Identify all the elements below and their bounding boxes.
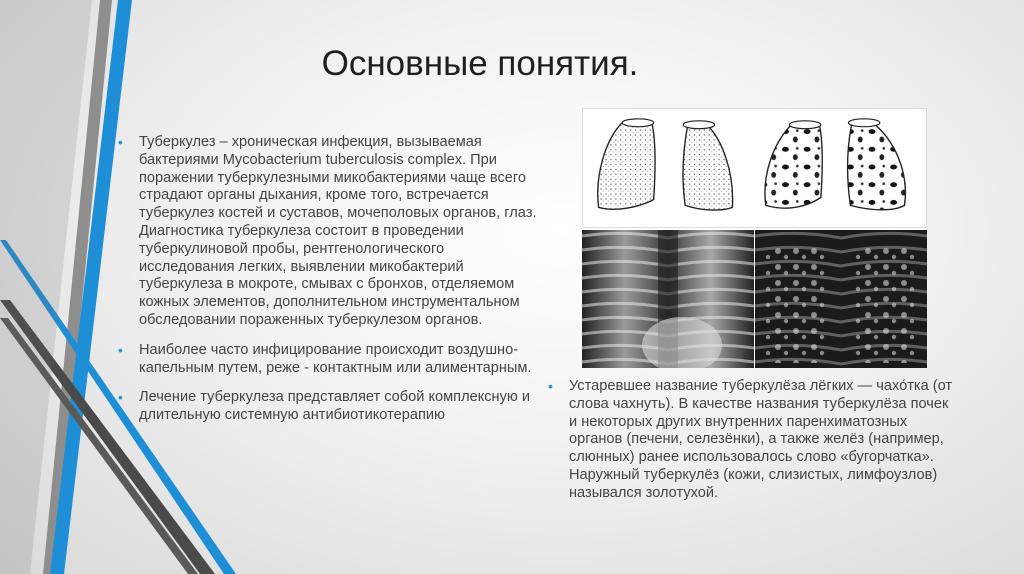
bullet-icon: • xyxy=(118,134,123,150)
right-bullet-list xyxy=(548,378,958,515)
tuberculosis-figure xyxy=(582,108,927,368)
chest-xray-image-a xyxy=(582,230,754,368)
bullet-icon: • xyxy=(118,341,123,358)
left-bullet-list xyxy=(118,134,538,437)
xray-label: a xyxy=(743,350,750,362)
page-title: Основные понятия. xyxy=(321,44,639,83)
chest-xray-image-b xyxy=(755,230,927,368)
list-item: • Лечение туберкулеза представляет собой комплексную и длительную системную антибиотикотерапию xyxy=(118,389,531,424)
list-item: • Наиболее часто инфицирование происходит воздушно-капельным путем, реже - контактным или алиментарным. xyxy=(118,341,532,376)
list-item: • Устаревшее название туберкулёза лёгких — чахо́тка (от слова чахнуть). В качестве названия туберкулёза почек и некоторых других внутренних паренхиматозных органов (печени, селезёнки), а также желёз (например, слюнных) ранее использовалось слово «бугорчатка». Наружный туберкулёз (кожи, слизистых, лимфоузлов) назывался золотухой. xyxy=(548,378,953,501)
bullet-icon: • xyxy=(548,378,553,394)
bullet-icon: • xyxy=(118,389,123,406)
list-item: • Туберкулез – хроническая инфекция, вызываемая бактериями Mycobacterium tuberculosis complex. При поражении туберкулезными микобактериями чаще всего страдают органы дыхания, кроме того, встречается туберкулез костей и суставов, мочеполовых органов, глаз. Диагностика туберкулеза состоит в проведении туберкулиновой пробы, рентгенологического исследования легких, выявлении микобактерий туберкулеза в мокроте, смывах с бронхов, отделяемом кожных элементов, дополнительном инструментальном обследовании пораженных туберкулезом органов. xyxy=(118,134,537,328)
lung-drawings-image xyxy=(582,108,927,228)
